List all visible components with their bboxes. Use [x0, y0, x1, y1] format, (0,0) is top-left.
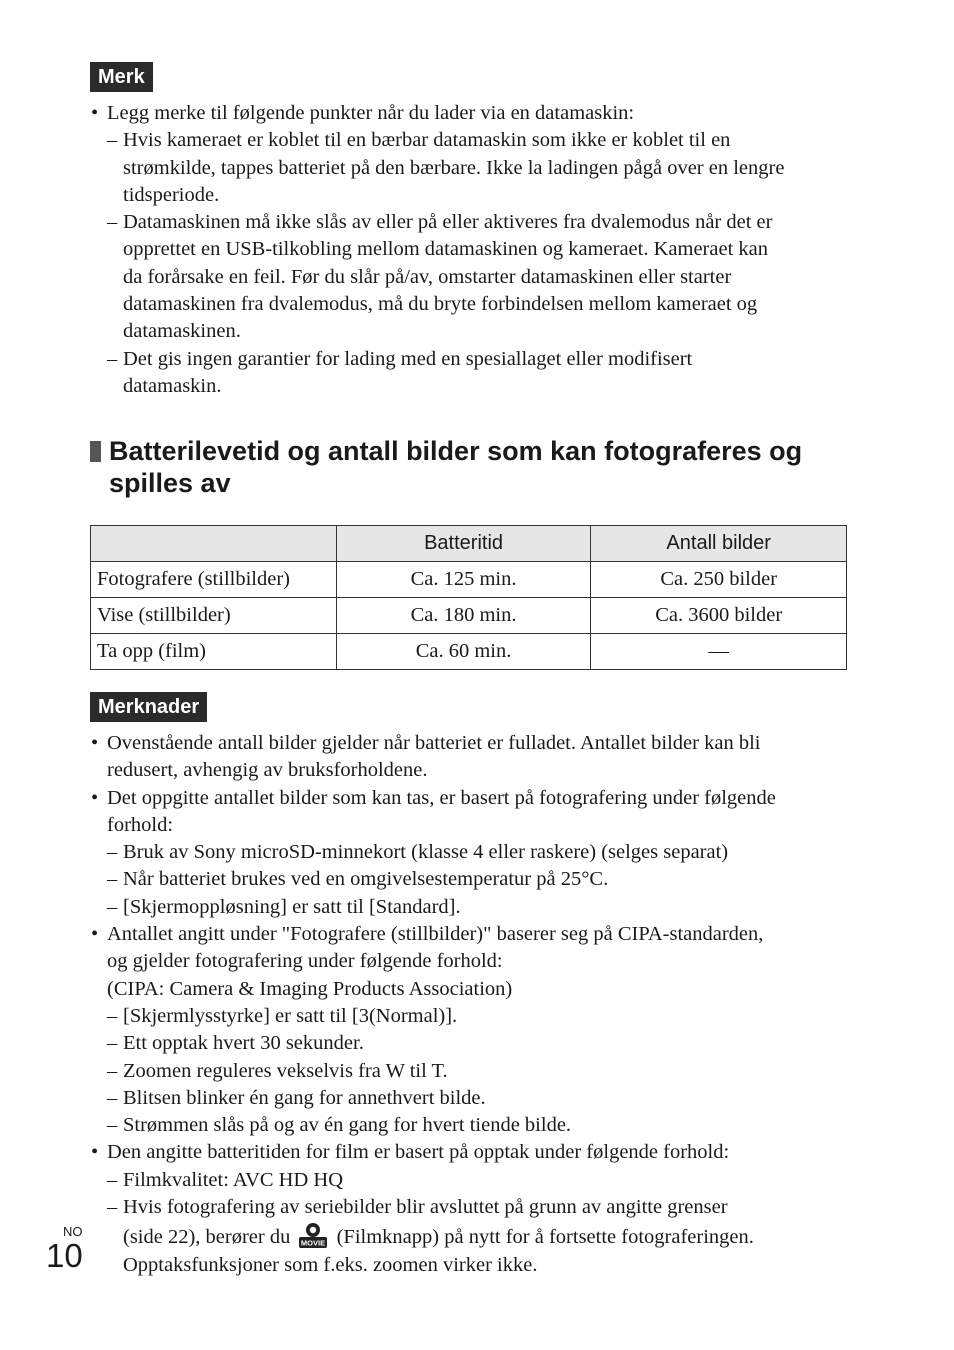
svg-text:MOVIE: MOVIE [301, 1238, 326, 1248]
list-item: • Ovenstående antall bilder gjelder når batteriet er fulladet. Antallet bilder kan bli redusert, avhengig av bruksforholdene. [90, 730, 860, 785]
page-language: NO [63, 1224, 83, 1239]
table-header: Batteritid [336, 526, 591, 562]
list-item: • Det oppgitte antallet bilder som kan tas, er basert på fotografering under følgende forhold: [90, 785, 860, 840]
list-item: – [Skjermoppløsning] er satt til [Standard]. [107, 895, 461, 918]
table-header: Antall bilder [591, 526, 847, 562]
list-item: – Filmkvalitet: AVC HD HQ [107, 1168, 344, 1191]
list-item: – Ett opptak hvert 30 sekunder. [107, 1032, 364, 1055]
table-cell: Ca. 180 min. [336, 598, 591, 634]
list-item: – Blitsen blinker én gang for annethvert bilde. [107, 1086, 486, 1109]
table-cell: Fotografere (stillbilder) [91, 562, 337, 598]
movie-button-icon [298, 1221, 328, 1249]
list-item: – Hvis fotografering av seriebilder blir avsluttet på grunn av angitte grenser (side 22), berører du MOVIE (Filmknapp) på nytt for å fortsette fotograferingen. Opptaksfunksjoner som f.eks. zoomen virker ikke. [107, 1196, 754, 1276]
list-item: – Zoomen reguleres vekselvis fra W til T. [107, 1059, 448, 1082]
list-item: – Strømmen slås på og av én gang for hvert tiende bilde. [107, 1114, 572, 1137]
table-row [91, 562, 847, 598]
table-cell: Ca. 3600 bilder [591, 598, 847, 634]
note1-list [90, 100, 860, 400]
note-label-merk: Merk [90, 62, 153, 92]
list-item: • Legg merke til følgende punkter når du lader via en datamaskin: [90, 100, 860, 127]
list-item: – Det gis ingen garantier for lading med en spesiallaget eller modifisert datamaskin. [107, 347, 693, 397]
list-item: – Når batteriet brukes ved en omgivelsestemperatur på 25°C. [107, 868, 609, 891]
list-item: – Hvis kameraet er koblet til en bærbar datamaskin som ikke er koblet til en strømkilde, tappes batteriet på den bærbare. Ikke la ladingen pågå over en lengre tidsperiode. [107, 129, 785, 206]
table-header-row [91, 526, 847, 562]
list-item: – Bruk av Sony microSD-minnekort (klasse 4 eller raskere) (selges separat) [107, 841, 729, 864]
battery-table [90, 525, 847, 670]
list-item: • Den angitte batteritiden for film er basert på opptak under følgende forhold: [90, 1139, 860, 1166]
list-item: • Antallet angitt under "Fotografere (stillbilder)" baserer seg på CIPA-standarden, og gjelder fotografering under følgende forhold: (CIPA: Camera & Imaging Products Association) [90, 921, 860, 1003]
page-number: 10 [46, 1237, 83, 1274]
note-label-merknader: Merknader [90, 692, 207, 722]
section-marker-icon [90, 441, 101, 462]
list-item: – Datamaskinen må ikke slås av eller på eller aktiveres fra dvalemodus når det er opprettet en USB-tilkobling mellom datamaskinen og kameraet. Kameraet kan da forårsake en feil. Før du slår på/av, omstarter datamaskinen eller starter datamaskinen fra dvalemodus, må du bryte forbindelsen mellom kameraet og datamaskinen. [107, 211, 773, 343]
table-header [91, 526, 337, 562]
list-item: – [Skjermlysstyrke] er satt til [3(Normal)]. [107, 1004, 458, 1027]
section-heading: Batterilevetid og antall bilder som kan fotograferes og spilles av [90, 435, 879, 499]
table-row [91, 598, 847, 634]
table-row [91, 634, 847, 670]
table-cell: Ca. 60 min. [336, 634, 591, 670]
note2-list [90, 730, 860, 1279]
table-cell: Vise (stillbilder) [91, 598, 337, 634]
table-cell: Ca. 125 min. [336, 562, 591, 598]
table-cell: Ta opp (film) [91, 634, 337, 670]
table-cell: — [591, 634, 847, 670]
table-cell: Ca. 250 bilder [591, 562, 847, 598]
